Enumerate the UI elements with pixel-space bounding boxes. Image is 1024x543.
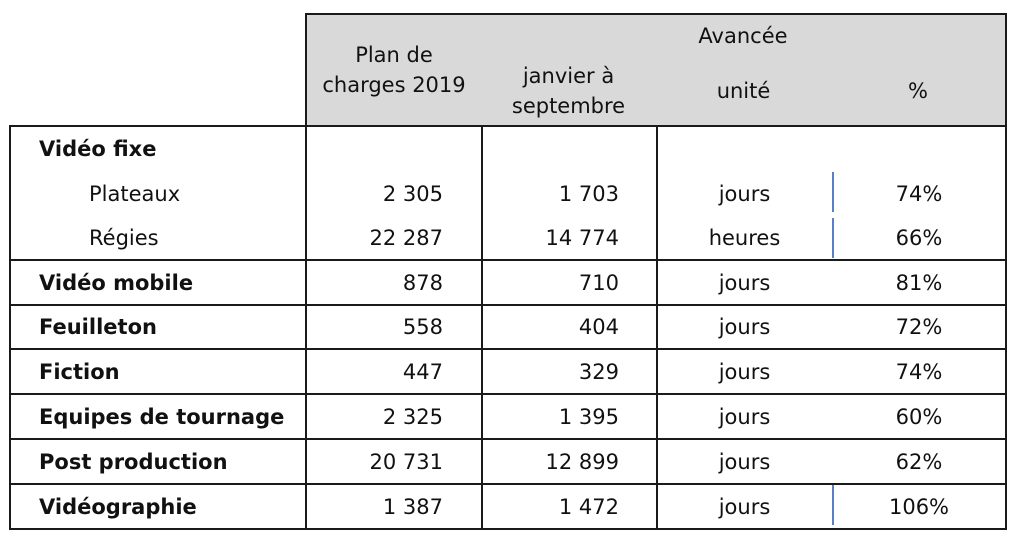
- header-avancee: [481, 13, 1007, 59]
- pct-value-text: 62%: [895, 449, 943, 474]
- pct-value: [833, 485, 1005, 528]
- row-label-text: Fiction: [39, 359, 120, 384]
- actual-value-text: 1 472: [558, 494, 619, 519]
- plan-value-text: 447: [402, 359, 443, 384]
- actual-value: [483, 216, 619, 260]
- pct-value: [833, 395, 1005, 438]
- plan-value: [307, 485, 443, 528]
- unit-value: [658, 350, 831, 393]
- actual-value: [483, 440, 619, 483]
- header-unit: [656, 57, 833, 127]
- header-percent: [831, 57, 1007, 127]
- actual-value-text: 329: [578, 359, 619, 384]
- pct-value-text: 66%: [895, 226, 943, 250]
- row-label-text: Post production: [39, 449, 228, 474]
- unit-value-text: jours: [718, 449, 771, 474]
- plan-value: [307, 350, 443, 393]
- header-avancee-label: Avancée: [698, 24, 788, 48]
- pct-value-text: 74%: [895, 359, 943, 384]
- unit-value-text: jours: [718, 404, 771, 429]
- plan-value-text: 878: [402, 270, 443, 295]
- unit-value: [658, 306, 831, 348]
- plan-value: [307, 440, 443, 483]
- pct-value-text: 60%: [895, 404, 943, 429]
- plan-value-text: 20 731: [369, 449, 443, 474]
- header-period: [481, 57, 658, 127]
- unit-value: [658, 261, 831, 304]
- body-border-right: [1005, 125, 1007, 530]
- row-label: [11, 350, 305, 393]
- row-label-text: Plateaux: [89, 182, 181, 206]
- row-label-text: Equipes de tournage: [39, 404, 285, 429]
- plan-value: [307, 172, 443, 216]
- actual-value: [483, 485, 619, 528]
- unit-value: [658, 485, 831, 528]
- unit-value: [658, 216, 831, 260]
- pct-value-text: 106%: [888, 494, 950, 519]
- unit-value: [658, 172, 831, 216]
- pct-value-text: 72%: [895, 315, 943, 339]
- pct-value: [833, 172, 1005, 216]
- unit-value: [658, 440, 831, 483]
- row-label-text: Vidéo fixe: [39, 137, 157, 161]
- row-label: [11, 261, 305, 304]
- unit-value-text: jours: [718, 182, 771, 206]
- plan-value-text: 2 305: [382, 182, 443, 206]
- unit-value-text: heures: [708, 226, 781, 250]
- body-border-top: [9, 125, 1007, 127]
- actual-value-text: 1 703: [558, 182, 619, 206]
- row-label: [11, 485, 305, 528]
- actual-value-text: 404: [578, 315, 619, 339]
- plan-value: [307, 306, 443, 348]
- header-period-label: janvier à septembre: [511, 64, 626, 118]
- actual-value: [483, 350, 619, 393]
- header-unit-label: unité: [716, 79, 771, 103]
- pct-value-text: 74%: [895, 182, 943, 206]
- actual-value-text: 14 774: [545, 226, 619, 250]
- row-label: [11, 395, 305, 438]
- actual-value: [483, 172, 619, 216]
- unit-value-text: jours: [718, 270, 771, 295]
- unit-value: [658, 395, 831, 438]
- row-label-text: Vidéo mobile: [39, 270, 194, 295]
- header-percent-label: %: [908, 79, 928, 103]
- actual-value-text: 1 395: [558, 404, 619, 429]
- unit-value-text: jours: [718, 315, 771, 339]
- plan-value-text: 2 325: [382, 404, 443, 429]
- actual-value: [483, 261, 619, 304]
- row-label: [11, 216, 305, 260]
- row-label-text: Régies: [89, 226, 159, 250]
- pct-value: [833, 261, 1005, 304]
- row-label: [11, 440, 305, 483]
- unit-value-text: jours: [718, 359, 771, 384]
- plan-value: [307, 216, 443, 260]
- pct-value: [833, 216, 1005, 260]
- actual-value: [483, 306, 619, 348]
- row-label-text: Feuilleton: [39, 315, 157, 339]
- plan-value-text: 22 287: [369, 226, 443, 250]
- plan-value-text: 1 387: [382, 494, 443, 519]
- pct-value-text: 81%: [895, 270, 943, 295]
- actual-value-text: 12 899: [545, 449, 619, 474]
- plan-value-text: 558: [402, 315, 443, 339]
- actual-value: [483, 395, 619, 438]
- row-label-text: Vidéographie: [39, 494, 197, 519]
- plan-value: [307, 395, 443, 438]
- pct-value: [833, 440, 1005, 483]
- body-border-bottom: [9, 528, 1007, 530]
- pct-value: [833, 350, 1005, 393]
- row-label: [11, 172, 305, 216]
- actual-value-text: 710: [578, 270, 619, 295]
- row-label: [11, 306, 305, 348]
- header-plan: [305, 13, 483, 127]
- row-label: [11, 128, 305, 170]
- plan-value: [307, 261, 443, 304]
- pct-value: [833, 306, 1005, 348]
- header-plan-label: Plan de charges 2019: [322, 43, 466, 97]
- unit-value-text: jours: [718, 494, 771, 519]
